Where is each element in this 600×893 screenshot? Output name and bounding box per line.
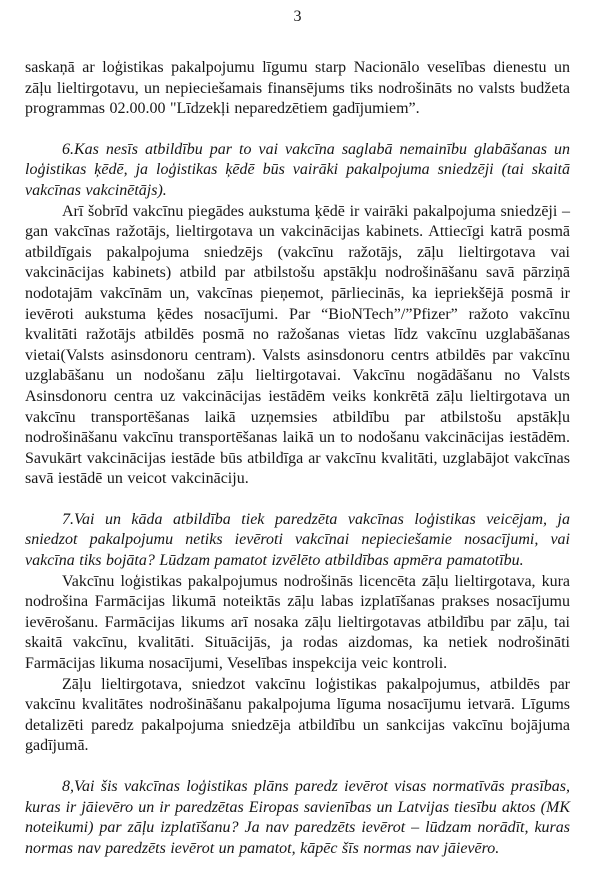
paragraph-continuation: saskaņā ar loģistikas pakalpojumu līgumu starp Nacionālo veselības dienestu un zāļu lieltirgotavu, un nepieciešamais finansējums tiks nodrošināts no valsts budžeta programmas 02.00.00 "Līdzekļi neparedzētiem gadījumiem”. xyxy=(25,59,570,118)
answer-6-paragraph: Arī šobrīd vakcīnu piegādes aukstuma ķēdē ir vairāki pakalpojuma sniedzēji – gan vakcīnas ražotājs, lieltirgotava un vakcinācijas kabinets. Attiecīgi katrā posmā atbildīgais pakalpojuma sniedzējs (vakcīnu ražotājs, zāļu lieltirgotava vai vakcinācijas kabinets) atbild par atbilstošu apstākļu nodrošināšanu savā pārziņā nodotajām vakcīnām un, vakcīnas pieņemot, pārliecinās, ka iepriekšējā posmā ir ievēroti aukstuma ķēdes nosacījumi. Par “BioNTech”/”Pfizer” ražoto vakcīnu kvalitāti ražotājs atbildēs posmā no ražošanas vietas līdz vakcīnu uzglabāšanas vietai(Valsts asinsdonoru centram). Valsts asinsdonoru centrs atbildēs par vakcīnu uzglabāšanu un nodošanu zāļu lieltirgotavai. Vakcīnu nogādāšanu no Valsts Asinsdonoru centra uz vakcinācijas iestādēm veiks konkrētā zāļu lieltirgotava un vakcīnu transportēšanas laikā uzņemsies atbildību par atbilstošu apstākļu nodrošināšanu vakcīnu transportēšanas laikā un to nodošanu vakcinācijas iestādēm. Savukārt vakcinācijas iestāde būs atbildīga ar vakcīnu kvalitāti, uzglabājot vakcīnas savā iestādē un veicot vakcināciju. xyxy=(25,202,570,488)
answer-7-paragraph-1: Vakcīnu loģistikas pakalpojumus nodrošinās licencēta zāļu lieltirgotava, kura nodrošina Farmācijas likumā noteiktās zāļu labas izplatīšanas prakses nosacījumu ievērošanu. Farmācijas likums arī nosaka zāļu lieltirgotavas atbildību par zāļu, tai skaitā vakcīnu, kvalitāti. Situācijās, ja rodas aizdomas, ka netiek nodrošināti Farmācijas likuma nosacījumi, Veselības inspekcija veic kontroli. xyxy=(25,572,570,673)
question-7-paragraph: 7.Vai un kāda atbildība tiek paredzēta vakcīnas loģistikas veicējam, ja sniedzot pakalpojumu netiks ievēroti vakcīnai nepieciešamie nosacījumi, vai vakcīna tiks bojāta? Lūdzam pamatot izvēlēto atbildības apmēra pamatotību. xyxy=(25,510,570,570)
question-8-paragraph: 8,Vai šis vakcīnas loģistikas plāns paredz ievērot visas normatīvās prasības, kuras ir jāievēro un ir paredzētas Eiropas savienības un Latvijas tiesību aktos (MK noteikumi) par zāļu izplatīšanu? Ja nav paredzēts ievērot – lūdzam norādīt, kuras normas nav paredzēts ievērot un pamatot, kāpēc šīs normas nav jāievēro. xyxy=(25,778,570,857)
answer-7-paragraph-2: Zāļu lieltirgotava, sniedzot vakcīnu loģistikas pakalpojumus, atbildēs par vakcīnu kvalitātes nodrošināšanu pakalpojuma līguma nosacījumu ietvarā. Līgums detalizēti paredz pakalpojuma sniedzēja atbildību un sankcijas vakcīnu bojājuma gadījumā. xyxy=(25,675,570,755)
page-number: 3 xyxy=(293,8,302,25)
document-body xyxy=(25,58,570,859)
question-6-paragraph: 6.Kas nesīs atbildību par to vai vakcīna saglabā nemainību glabāšanas un loģistikas ķēdē, ja loģistikas ķēdē būs vairāki pakalpojuma sniedzēji (tai skaitā vakcīnas vakcinētājs). xyxy=(25,140,570,199)
